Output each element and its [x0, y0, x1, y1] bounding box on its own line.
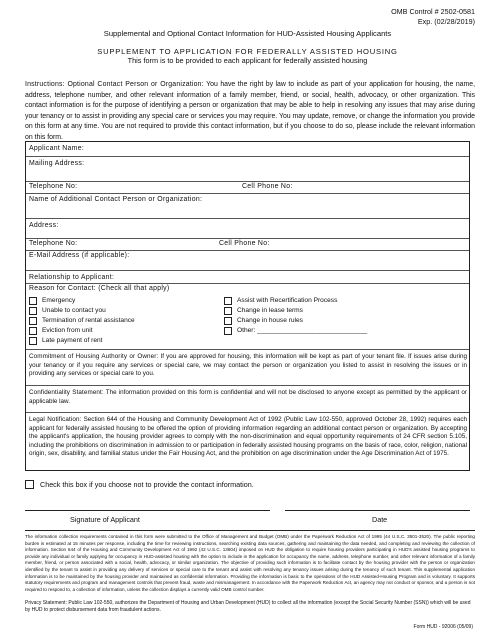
eviction-checkbox[interactable]: [29, 327, 37, 335]
omb-control-block: [391, 7, 475, 27]
cell-phone-label-1: Cell Phone No:: [242, 183, 293, 190]
form-subtitle: SUPPLEMENT TO APPLICATION FOR FEDERALLY ASSISTED HOUSING: [97, 47, 398, 56]
telephone-row-2[interactable]: [26, 239, 469, 251]
unable-to-contact-checkbox[interactable]: [29, 307, 37, 315]
commitment-section: [26, 350, 469, 386]
late-payment-checkbox[interactable]: [29, 337, 37, 345]
opt-out-label: Check this box if you choose not to provide the contact information.: [40, 480, 254, 489]
telephone-label-2: Telephone No:: [29, 240, 78, 247]
instructions-label: Instructions: Optional Contact Person or Organization:: [25, 81, 204, 88]
other-checkbox[interactable]: [224, 327, 232, 335]
expiration-date: Exp. (02/28/2019): [417, 17, 475, 26]
recertification-label: Assist with Recertification Process: [237, 297, 338, 304]
date-label: Date: [372, 515, 388, 524]
email-row[interactable]: [26, 251, 469, 271]
cell-phone-label-2: Cell Phone No:: [219, 240, 270, 247]
emergency-label: Emergency: [42, 297, 76, 304]
confidentiality-text: The information provided on this form is confidential and will not be disclosed to anyone except as permitted by the applicant or applicable law.: [29, 389, 467, 405]
emergency-checkbox[interactable]: [29, 297, 37, 305]
relationship-label: Relationship to Applicant:: [29, 274, 115, 281]
instructions-text: You have the right by law to include as part of your application for housing, the name, address, telephone number, and other relevant information of a family member, friend, or social, health, advocacy, or other organization. This contact information is for the purpose of identifying a person or organization that may be able to help in resolving any issues that may arise during your tenancy or to assist in providing any special care or services you may require. You may update, remove, or change the information you provide on this form at any time. You are not required to provide this contact information, but if you choose to do so, please include the relevant information on this form.: [25, 81, 475, 141]
privacy-statement: Privacy Statement: Public Law 102-550, authorizes the Department of Housing and Urban Development (HUD) to collect all the information (except the Social Security Number (SSN)) which will be used by HUD to protect disbursement data from fraudulent actions.: [25, 600, 471, 613]
date-line[interactable]: [285, 510, 470, 511]
instructions: [25, 80, 475, 144]
eviction-label: Eviction from unit: [42, 327, 93, 334]
legal-label: Legal Notification:: [29, 416, 82, 423]
recertification-checkbox[interactable]: [224, 297, 232, 305]
commitment-text: If you are approved for housing, this information will be kept as part of your tenant file. If issues arise during your tenancy or if you require any services or special care, we may contact the person or organization you listed to assist in resolving the issues or in providing any services or special care to you.: [29, 353, 467, 378]
opt-out-checkbox[interactable]: [25, 480, 34, 489]
telephone-row-1[interactable]: [26, 182, 469, 194]
house-rules-label: Change in house rules: [237, 317, 303, 324]
confidentiality-section: [26, 386, 469, 413]
address-label: Address:: [29, 222, 59, 229]
confidentiality-paragraph: [29, 389, 467, 406]
termination-checkbox[interactable]: [29, 317, 37, 325]
form-note: This form is to be provided to each applicant for federally assisted housing: [127, 56, 368, 65]
paperwork-notice: The information collection requirements contained in this form were submitted to the Office of Management and Budget (OMB) under the Paperwork Reduction Act of 1995 (44 U.S.C. 3501-3520). The public reporting burden is estimated at 15 minutes per response, including the time for reviewing instructions, searching existing data sources, gathering and maintaining the data needed, and completing and reviewing the collection of information. Section 644 of the Housing and Community Development Act of 1992 (42 U.S.C. 13604) imposed on HUD the obligation to require housing providers participating in HUD's assisted housing programs to provide any individual or family applying for occupancy in HUD-assisted housing with the option to include in the application for occupancy the name, address, telephone number, and other relevant information of a family member, friend, or person associated with a social, health, advocacy, or similar organization. The objective of providing such information is to facilitate contact by the housing provider with the person or organization identified by the tenant to assist in providing any delivery of services or special care to the tenant and assist with resolving any tenancy issues arising during the tenancy of such tenant. This supplemental application information is to be maintained by the housing provider and maintained as confidential information. Providing the information is basic to the operations of the HUD Assisted-Housing Program and is voluntary. It supports statutory requirements and program and management controls that prevent fraud, waste and mismanagement. In accordance with the Paperwork Reduction Act, an agency may not conduct or sponsor, and a person is not required to respond to, a collection of information, unless the collection displays a currently valid OMB control number.: [25, 530, 475, 593]
address-row[interactable]: [26, 219, 469, 239]
legal-paragraph: [29, 416, 467, 459]
mailing-address-row[interactable]: [26, 157, 469, 182]
legal-text: Section 644 of the Housing and Community Development Act of 1992 (Public Law 102-550, approved October 28, 1992) requires each applicant for federally assisted housing to be offered the option of providing information regarding an additional contact person or organization. By accepting the applicant's application, the housing provider agrees to comply with the non-discrimination and equal opportunity requirements of 24 CFR section 5.105, including the prohibitions on discrimination in admission to or participation in federally assisted housing programs on the basis of race, color, religion, national origin, sex, disability, and familial status under the Fair Housing Act, and the prohibition on age discrimination under the Age Discrimination Act of 1975.: [29, 416, 467, 458]
legal-section: [26, 413, 469, 472]
late-payment-label: Late payment of rent: [42, 337, 103, 344]
form-number: Form HUD - 92006 (05/09): [413, 624, 473, 630]
lease-terms-checkbox[interactable]: [224, 307, 232, 315]
commitment-paragraph: [29, 353, 467, 379]
termination-label: Termination of rental assistance: [42, 317, 135, 324]
contact-name-label: Name of Additional Contact Person or Organization:: [29, 196, 203, 203]
signature-line[interactable]: [25, 510, 270, 511]
reason-label: Reason for Contact: (Check all that apply): [29, 285, 170, 292]
signature-label: Signature of Applicant: [70, 515, 140, 524]
unable-to-contact-label: Unable to contact you: [42, 307, 106, 314]
commitment-label: Commitment of Housing Authority or Owner:: [29, 353, 159, 360]
mailing-address-label: Mailing Address:: [29, 160, 85, 167]
form-title: Supplemental and Optional Contact Information for HUD-Assisted Housing Applicants: [103, 29, 392, 38]
email-label: E-Mail Address (if applicable):: [29, 252, 130, 259]
applicant-name-label: Applicant Name:: [29, 145, 85, 152]
telephone-label-1: Telephone No:: [29, 183, 78, 190]
reason-section: [26, 284, 469, 350]
confidentiality-label: Confidentiality Statement:: [29, 389, 104, 396]
house-rules-checkbox[interactable]: [224, 317, 232, 325]
relationship-row[interactable]: [26, 271, 469, 284]
lease-terms-label: Change in lease terms: [237, 307, 303, 314]
contact-form: [25, 141, 470, 471]
contact-name-row[interactable]: [26, 194, 469, 219]
applicant-name-row[interactable]: [26, 142, 469, 157]
omb-control-number: OMB Control # 2502-0581: [391, 7, 475, 16]
other-label: Other: ______________________________: [237, 327, 368, 334]
